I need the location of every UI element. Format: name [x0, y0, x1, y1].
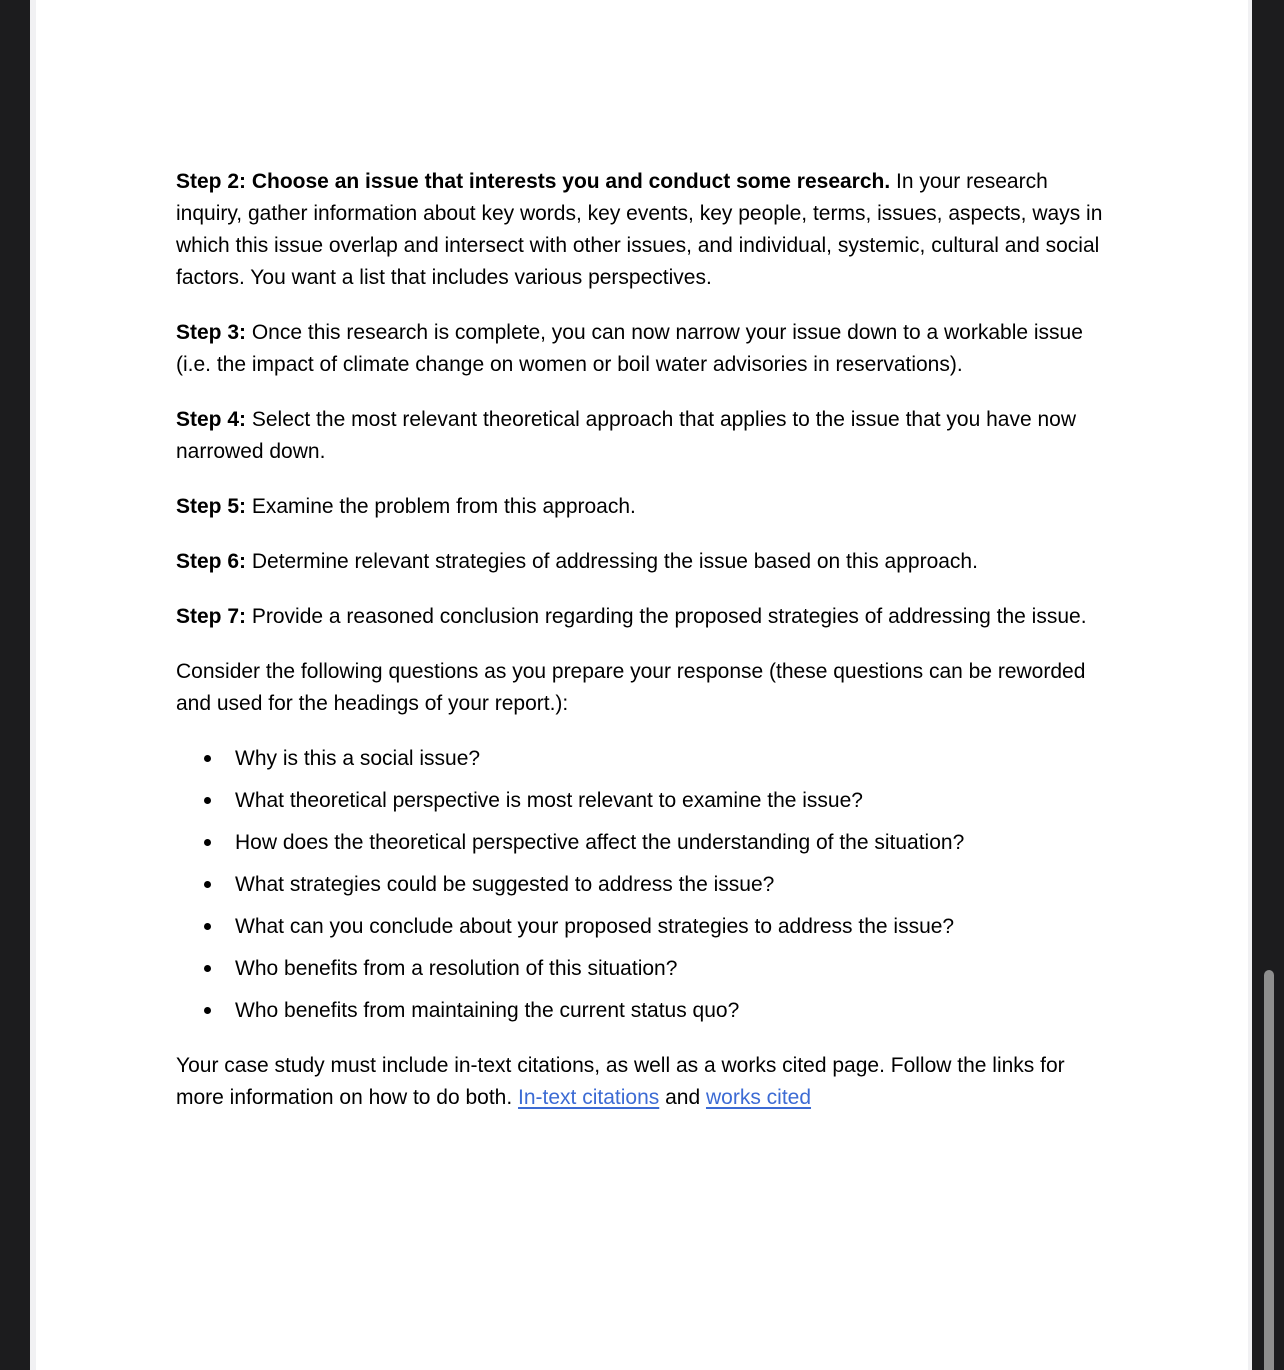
step-3-body: Once this research is complete, you can now narrow your issue down to a workable issue (i.e. the impact of climate change on women or boil water advisories in reservations). — [176, 321, 1083, 376]
paragraph-step-5 — [176, 491, 1106, 523]
question-item: What strategies could be suggested to address the issue? — [235, 869, 1106, 901]
step-5-body: Examine the problem from this approach. — [246, 495, 636, 518]
in-text-citations-link[interactable]: In-text citations — [518, 1086, 660, 1109]
paragraph-consider-intro: Consider the following questions as you prepare your response (these questions can be reworded and used for the headings of your report.): — [176, 660, 1086, 715]
questions-list — [176, 743, 1106, 1027]
paragraph-step-4 — [176, 404, 1106, 468]
question-item: What can you conclude about your proposed strategies to address the issue? — [235, 911, 1106, 943]
question-item: How does the theoretical perspective affect the understanding of the situation? — [235, 827, 1106, 859]
step-4-label: Step 4: — [176, 408, 247, 431]
step-2-label: Step 2: Choose an issue that interests you and conduct some research. — [176, 170, 891, 193]
paragraph-step-6 — [176, 546, 1106, 578]
paragraph-step-3 — [176, 317, 1106, 381]
step-7-body: Provide a reasoned conclusion regarding the proposed strategies of addressing the issue. — [246, 605, 1087, 628]
paragraph-step-7 — [176, 601, 1106, 633]
step-4-body: Select the most relevant theoretical approach that applies to the issue that you have now narrowed down. — [176, 408, 1077, 463]
left-window-edge — [0, 0, 30, 1370]
step-2-body: In your research inquiry, gather information about key words, key events, key people, terms, issues, aspects, ways in which this issue overlap and intersect with other issues, and individual, systemic, cultural and social factors. You want a list that includes various perspectives. — [176, 170, 1103, 289]
step-6-body: Determine relevant strategies of addressing the issue based on this approach. — [246, 550, 978, 573]
closing-connector: and — [659, 1086, 706, 1109]
question-item: Why is this a social issue? — [235, 743, 1106, 775]
scrollbar-thumb[interactable] — [1264, 970, 1274, 1370]
document-page — [176, 166, 1106, 1137]
works-cited-link[interactable]: works cited — [705, 1086, 812, 1109]
paragraph-closing — [176, 1050, 1106, 1114]
question-item: What theoretical perspective is most relevant to examine the issue? — [235, 785, 1106, 817]
step-5-label: Step 5: — [176, 495, 247, 518]
question-item: Who benefits from a resolution of this situation? — [235, 953, 1106, 985]
closing-text: Your case study must include in-text citations, as well as a works cited page. Follow the links for more information on how to do both. — [176, 1054, 1065, 1109]
question-item: Who benefits from maintaining the current status quo? — [235, 995, 1106, 1027]
step-6-label: Step 6: — [176, 550, 247, 573]
step-7-label: Step 7: — [176, 605, 247, 628]
paragraph-step-2 — [176, 166, 1106, 294]
left-page-gap — [30, 0, 36, 1370]
step-3-label: Step 3: — [176, 321, 247, 344]
